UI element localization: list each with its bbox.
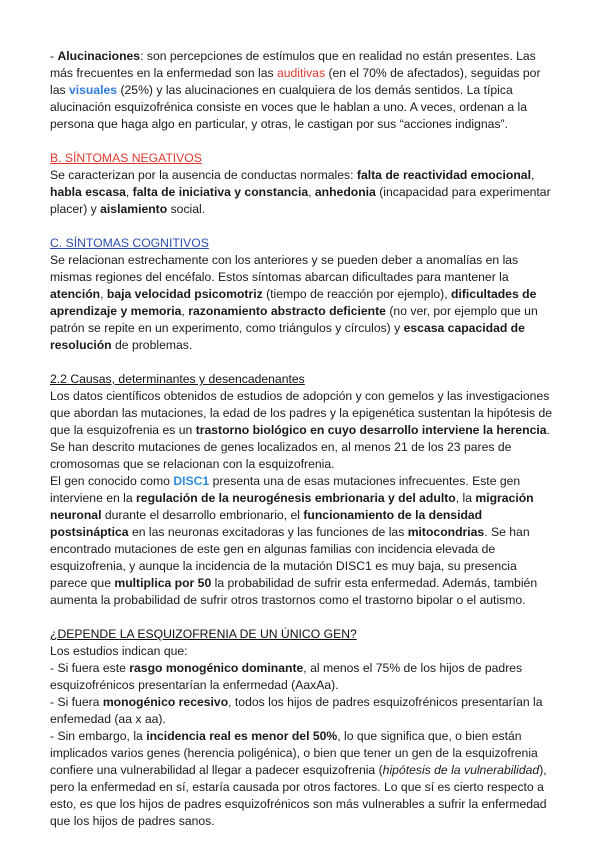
visuales-highlight: visuales (68, 83, 118, 97)
gen-item-dominante: - Si fuera este rasgo monogénico dominante, al menos el 75% de los hijos de padres esquizofrénicos presentarían la enfermedad (AaxAa). (50, 661, 523, 692)
negativos-text: Se caracterizan por la ausencia de conductas normales: falta de reactividad emocional, habla escasa, falta de iniciativa y constancia, anhedonia (incapacidad para experimentar placer) y aislamiento social. (50, 168, 551, 216)
cognitivos-text: Se relacionan estrechamente con los anteriores y se pueden deber a anomalías en las mismas regiones del encéfalo. Estos síntomas abarcan dificultades para mantener la atención, baja velocidad psicomotriz (tiempo de reacción por ejemplo), dificultades de aprendizaje y memoria, razonamiento abstracto deficiente (no ver, por ejemplo que un patrón se repite en un experimento, como triángulos y círculos) y escasa capacidad de resolución de problemas. (50, 253, 538, 352)
disc1-highlight: DISC1 (173, 474, 210, 488)
section-cognitivos (50, 235, 556, 354)
alucinaciones-text: - Alucinaciones: son percepciones de estímulos que en realidad no están presentes. Las más frecuentes en la enfermedad son las auditivas (en el 70% de afectados), seguidas por las visuales (25%) y las alucinaciones en cualquiera de los demás sentidos. La típica alucinación esquizofrénica consiste en voces que le hablan a uno. A veces, ordenan a la persona que haga algo en particular, y otras, le castigan por sus “acciones indignas”. (50, 49, 541, 131)
heading-unico-gen: ¿DEPENDE LA ESQUIZOFRENIA DE UN ÚNICO GEN? (50, 627, 357, 641)
gen-intro: Los estudios indican que: (50, 644, 188, 658)
section-negativos (50, 150, 556, 218)
causas-text-2: El gen conocido como DISC1 presenta una de esas mutaciones infrecuentes. Este gen interviene en la regulación de la neurogénesis embrionaria y del adulto, la migración neuronal durante el desarrollo embrionario, el funcionamiento de la densidad postsináptica en las neuronas excitadoras y las funciones de las mitocondrias. Se han encontrado mutaciones de este gen en algunas familias con incidencia elevada de esquizofrenia, y aunque la incidencia de la mutación DISC1 es muy baja, su presencia parece que multiplica por 50 la probabilidad de sufrir esta enfermedad. Además, también aumenta la probabilidad de sufrir otros trastornos como el trastorno bipolar o el autismo. (50, 474, 538, 607)
section-causas (50, 371, 556, 609)
heading-sintomas-negativos: B. SÍNTOMAS NEGATIVOS (50, 151, 202, 165)
causas-text-1: Los datos científicos obtenidos de estudios de adopción y con gemelos y las investigaciones que abordan las mutaciones, la edad de los padres y la epigenética sustentan la hipótesis de que la esquizofrenia es un trastorno biológico en cuyo desarrollo interviene la herencia. Se han descrito mutaciones de genes localizados en, al menos 21 de los 23 pares de cromosomas que se relacionan con la esquizofrenia. (50, 389, 553, 471)
gen-item-recesivo: - Si fuera monogénico recesivo, todos los hijos de padres esquizofrénicos presentarían la enfemedad (aa x aa). (50, 695, 543, 726)
heading-sintomas-cognitivos: C. SÍNTOMAS COGNITIVOS (50, 236, 209, 250)
heading-causas: 2.2 Causas, determinantes y desencadenantes (50, 372, 305, 386)
alucinaciones-term: Alucinaciones (57, 49, 141, 63)
paragraph-alucinaciones (50, 48, 556, 133)
gen-item-incidencia: - Sin embargo, la incidencia real es menor del 50%, lo que significa que, o bien están implicados varios genes (herencia poligénica), o bien que tener un gen de la esquizofrenia confiere una vulnerabilidad al llegar a padecer esquizofrenia (hipótesis de la vulnerabilidad), pero la enfermedad en sí, estaría causada por otros factores. Lo que sí es cierto respecto a esto, es que los hijos de padres esquizofrénicos son más vulnerables a sufrir la enfermedad que los hijos de padres sanos. (50, 729, 547, 828)
section-gen (50, 626, 556, 830)
auditivas-highlight: auditivas (276, 66, 326, 80)
